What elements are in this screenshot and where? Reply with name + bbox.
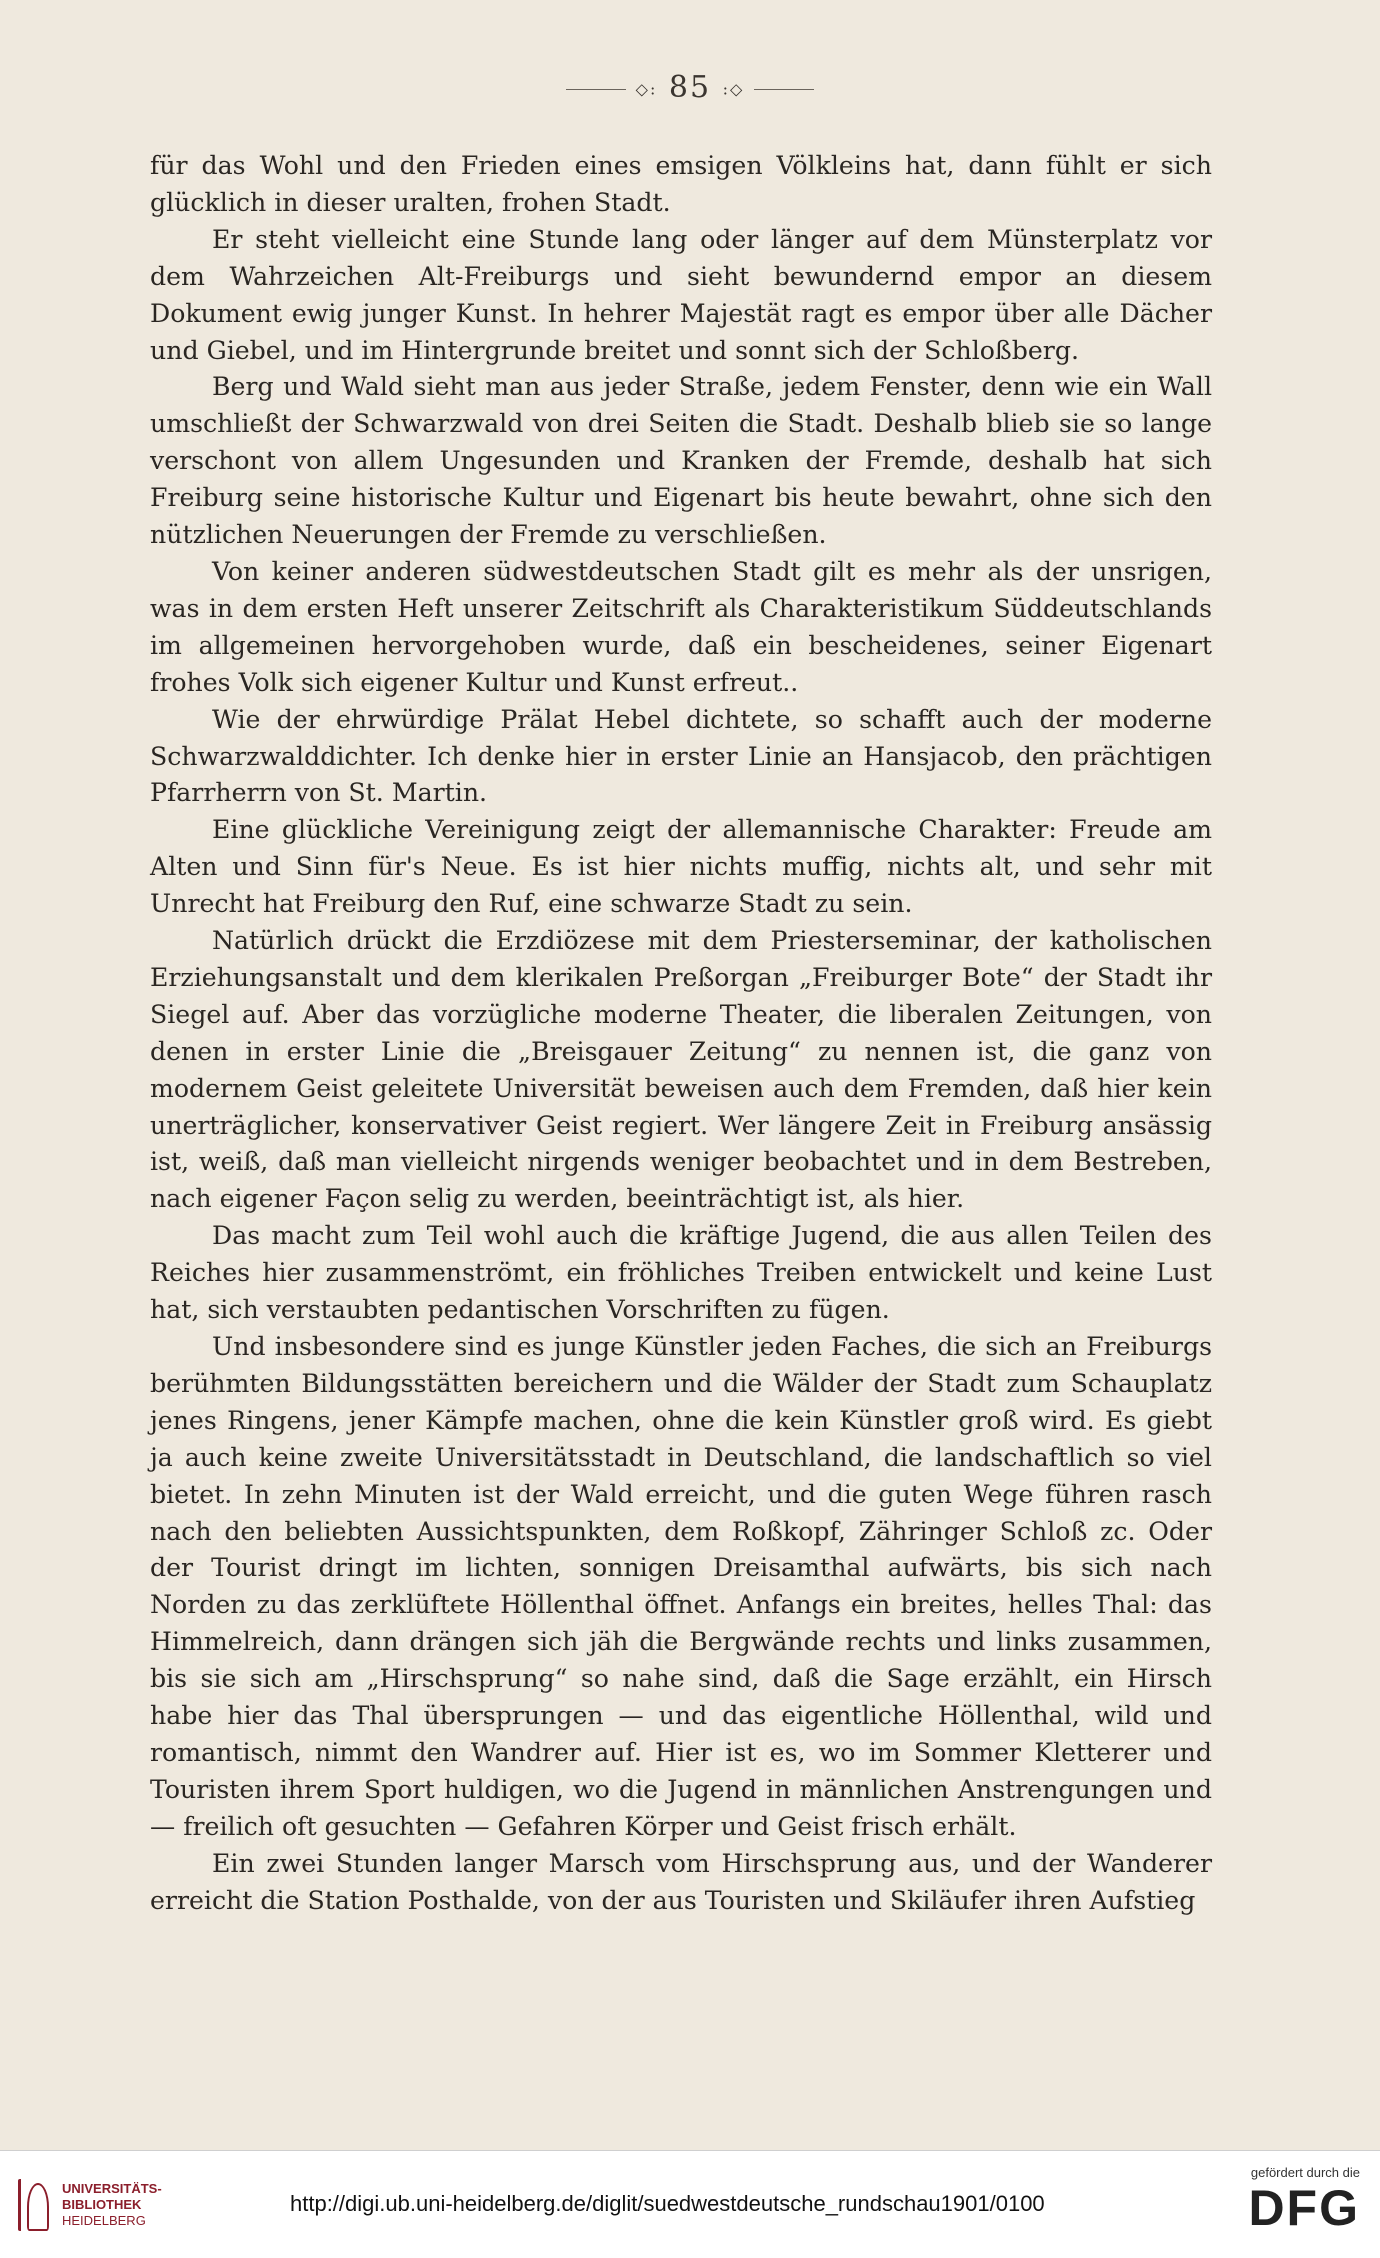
paragraph: Wie der ehrwürdige Prälat Hebel dichtete, so schafft auch der moderne Schwarzwalddichter. Ich denke hier in erster Linie an Hansjacob, den prächtigen Pfarrherrn von St. Martin.: [150, 704, 1212, 808]
page-header: [0, 70, 1380, 105]
diamond-ornament-icon: :◇: [722, 79, 745, 99]
header-rule-right: [754, 89, 814, 90]
paragraph: Das macht zum Teil wohl auch die kräftige Jugend, die aus allen Teilen des Reiches hier zusammenströmt, ein fröhliches Treiben entwickelt und keine Lust hat, sich verstaubten pedantischen Vorschriften zu fügen.: [150, 1221, 1212, 1325]
paragraph: Berg und Wald sieht man aus jeder Straße, jedem Fenster, denn wie ein Wall umschließt der Schwarzwald von drei Seiten die Stadt. Deshalb blieb sie so lange verschont von allem Ungesunden und Kranken der Fremde, deshalb hat sich Freiburg seine historische Kultur und Eigenart bis heute bewahrt, ohne sich den nützlichen Neuerungen der Fremde zu verschließen.: [150, 372, 1212, 550]
paragraph: Und insbesondere sind es junge Künstler jeden Faches, die sich an Freiburgs berühmten Bildungsstätten bereichern und die Wälder der Stadt zum Schauplatz jenes Ringens, jener Kämpfe machen, ohne die kein Künstler groß wird. Es giebt ja auch keine zweite Universitätsstadt in Deutschland, die landschaftlich so viel bietet. In zehn Minuten ist der Wald erreicht, und die guten Wege führen rasch nach den beliebten Aussichtspunkten, dem Roßkopf, Zähringer Schloß zc. Oder der Tourist dringt im lichten, sonnigen Dreisamthal aufwärts, bis sich nach Norden zu das zerklüftete Höllenthal öffnet. Anfangs ein breites, helles Thal: das Himmelreich, dann drängen sich jäh die Bergwände rechts und links zusammen, bis sie sich am „Hirschsprung“ so nahe sind, daß die Sage erzählt, ein Hirsch habe hier das Thal übersprungen — und das eigentliche Höllenthal, wild und romantisch, nimmt den Wandrer auf. Hier ist es, wo im Sommer Kletterer und Touristen ihrem Sport huldigen, wo die Jugend in männlichen Anstrengungen und — freilich oft gesuchten — Gefahren Körper und Geist frisch erhält.: [150, 1332, 1212, 1841]
university-library-logo[interactable]: [18, 2171, 178, 2241]
body-text: [150, 148, 1212, 1920]
paragraph: für das Wohl und den Frieden eines emsigen Völkleins hat, dann fühlt er sich glücklich in dieser uralten, frohen Stadt.: [150, 151, 1212, 217]
paragraph: Natürlich drückt die Erzdiözese mit dem Priesterseminar, der katholischen Erziehungsanstalt und dem klerikalen Preßorgan „Freiburger Bote“ der Stadt ihr Siegel auf. Aber das vorzügliche moderne Theater, die liberalen Zeitungen, von denen in erster Linie die „Breisgauer Zeitung“ zu nennen ist, die ganz von modernem Geist geleitete Universität beweisen auch dem Fremden, daß hier kein unerträglicher, konservativer Geist regiert. Wer längere Zeit in Freiburg ansässig ist, weiß, daß man vielleicht nirgends weniger beobachtet und in dem Bestreben, nach eigener Façon selig zu werden, beeinträchtigt ist, als hier.: [150, 926, 1212, 1214]
library-seal-icon: [18, 2179, 53, 2231]
paragraph: Eine glückliche Vereinigung zeigt der allemannische Charakter: Freude am Alten und Sinn für's Neue. Es ist hier nichts muffig, nichts alt, und sehr mit Unrecht hat Freiburg den Ruf, eine schwarze Stadt zu sein.: [150, 815, 1212, 919]
paragraph: Von keiner anderen südwestdeutschen Stadt gilt es mehr als der unsrigen, was in dem ersten Heft unserer Zeitschrift als Charakteristikum Süddeutschlands im allgemeinen hervorgehoben wurde, daß ein bescheidenes, seiner Eigenart frohes Volk sich eigener Kultur und Kunst erfreut..: [150, 556, 1212, 697]
diamond-ornament-icon: ◇:: [635, 79, 658, 99]
funding-note: gefördert durch die: [1250, 2165, 1360, 2180]
digitization-footer: [0, 2150, 1380, 2258]
page-number: 85: [668, 70, 712, 105]
dfg-funding-logo[interactable]: [1210, 2165, 1360, 2245]
source-url-link[interactable]: http://digi.ub.uni-heidelberg.de/diglit/suedwestdeutsche_rundschau1901/0100: [290, 2191, 1045, 2216]
paragraph: Ein zwei Stunden langer Marsch vom Hirschsprung aus, und der Wanderer erreicht die Station Posthalde, von der aus Touristen und Skiläufer ihren Aufstieg: [150, 1848, 1212, 1915]
library-logo-text: UNIVERSITÄTS- BIBLIOTHEK HEIDELBERG: [62, 2181, 162, 2228]
header-rule-left: [566, 89, 626, 90]
dfg-logo-text: DFG: [1248, 2180, 1360, 2236]
paragraph: Er steht vielleicht eine Stunde lang oder länger auf dem Münsterplatz vor dem Wahrzeichen Alt-Freiburgs und sieht bewundernd empor an diesem Dokument ewig junger Kunst. In hehrer Majestät ragt es empor über alle Dächer und Giebel, und im Hintergrunde breitet und sonnt sich der Schloßberg.: [150, 224, 1212, 365]
